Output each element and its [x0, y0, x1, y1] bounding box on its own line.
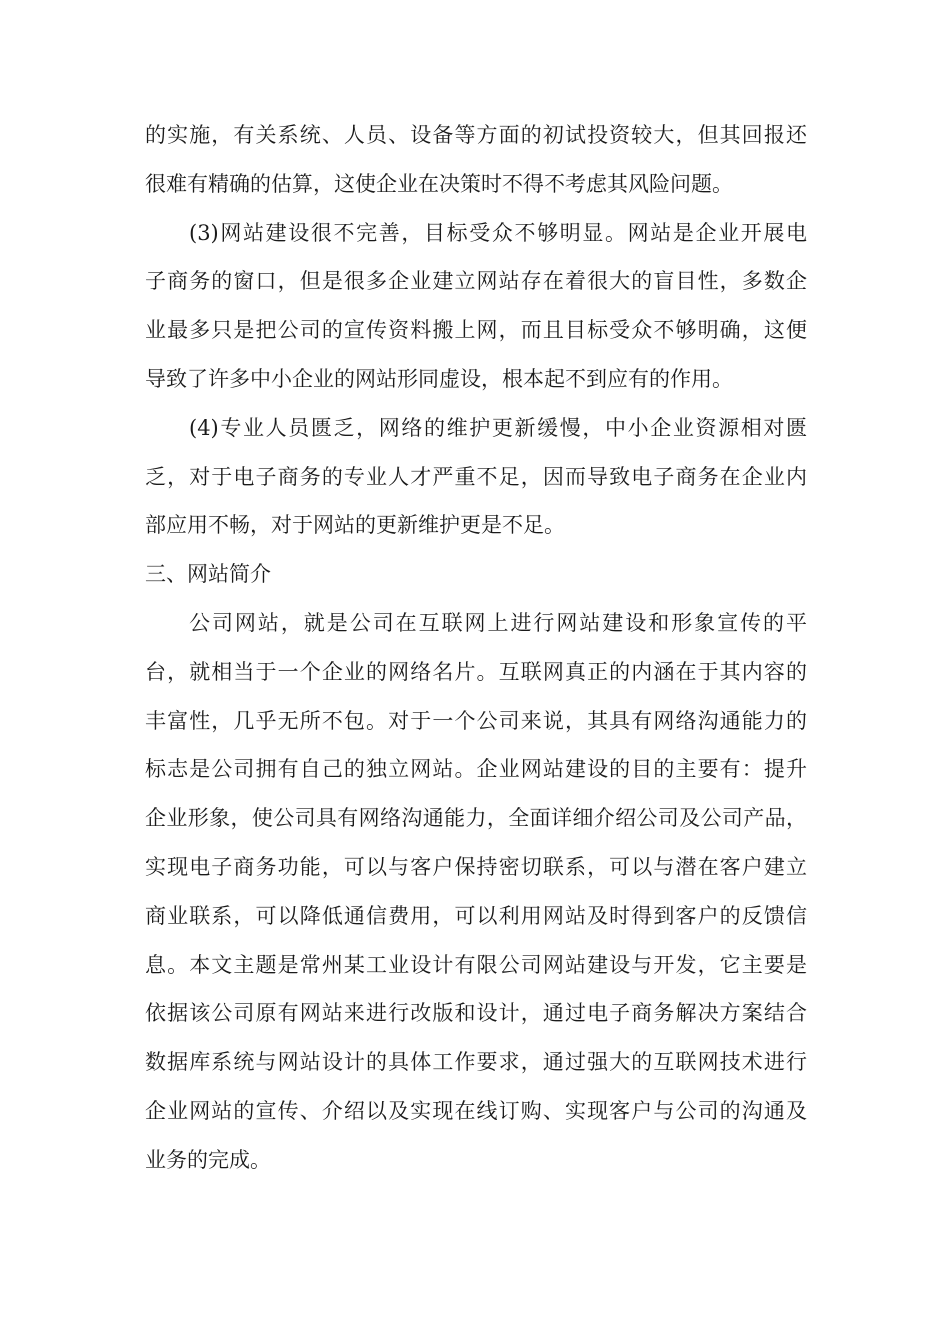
paragraph-intro — [145, 599, 807, 1185]
text-line: 标志是公司拥有自己的独立网站。企业网站建设的目的主要有：提升 — [145, 757, 807, 782]
text-line: 公司网站，就是公司在互联网上进行网站建设和形象宣传的平 — [189, 610, 807, 635]
text-line: 很难有精确的估算，这使企业在决策时不得不考虑其风险问题。 — [145, 171, 733, 196]
section-heading — [145, 550, 807, 599]
text-line: 商业联系，可以降低通信费用，可以利用网站及时得到客户的反馈信 — [145, 903, 807, 928]
text-line: 息。本文主题是常州某工业设计有限公司网站建设与开发，它主要是 — [145, 952, 807, 977]
text-line: 子商务的窗口，但是很多企业建立网站存在着很大的盲目性，多数企 — [145, 269, 807, 294]
text-line: 企业形象，使公司具有网络沟通能力，全面详细介绍公司及公司产品， — [145, 806, 807, 831]
text-line: (3)网站建设很不完善，目标受众不够明显。网站是企业开展电 — [189, 220, 807, 245]
text-line: 数据库系统与网站设计的具体工作要求，通过强大的互联网技术进行 — [145, 1050, 807, 1075]
text-line: 企业网站的宣传、介绍以及实现在线订购、实现客户与公司的沟通及 — [145, 1098, 807, 1123]
text-line: 乏，对于电子商务的专业人才严重不足，因而导致电子商务在企业内 — [145, 464, 807, 489]
text-line: 依据该公司原有网站来进行改版和设计，通过电子商务解决方案结合 — [145, 1001, 807, 1026]
text-line: 部应用不畅，对于网站的更新维护更是不足。 — [145, 513, 565, 538]
text-line: 台，就相当于一个企业的网络名片。互联网真正的内涵在于其内容的 — [145, 659, 807, 684]
text-line: 业务的完成。 — [145, 1147, 271, 1172]
text-line: 实现电子商务功能，可以与客户保持密切联系，可以与潜在客户建立 — [145, 854, 807, 879]
paragraph-item-3 — [145, 209, 807, 404]
section-heading-text: 三、网站简介 — [145, 562, 271, 587]
paragraph-continuation — [145, 111, 807, 209]
text-line: 导致了许多中小企业的网站形同虚设，根本起不到应有的作用。 — [145, 366, 733, 391]
text-line: (4)专业人员匮乏，网络的维护更新缓慢，中小企业资源相对匮 — [189, 415, 807, 440]
text-line: 丰富性，几乎无所不包。对于一个公司来说，其具有网络沟通能力的 — [145, 708, 807, 733]
text-line: 业最多只是把公司的宣传资料搬上网，而且目标受众不够明确，这便 — [145, 318, 807, 343]
document-page — [145, 111, 807, 1185]
text-line: 的实施，有关系统、人员、设备等方面的初试投资较大，但其回报还 — [145, 123, 807, 147]
paragraph-item-4 — [145, 404, 807, 550]
